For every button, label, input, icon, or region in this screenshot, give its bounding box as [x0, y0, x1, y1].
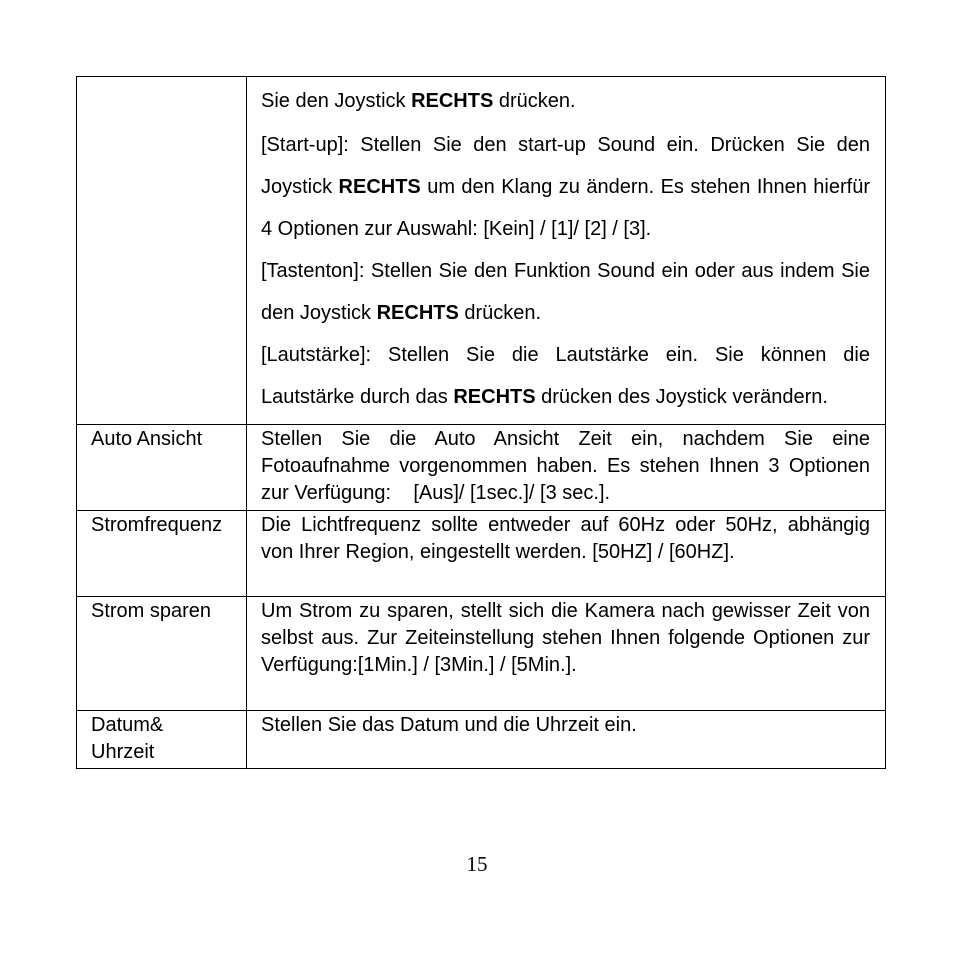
text: drücken des Joystick verändern. [535, 386, 828, 408]
table-row-datum-uhrzeit [77, 711, 886, 769]
paragraph-startup [261, 124, 870, 250]
row-description: Um Strom zu sparen, stellt sich die Kamera nach gewisser Zeit von selbst aus. Zur Zeiteinstellung stehen Ihnen folgende Optionen zur Verfügung:[1Min.] / [3Min.] / [5Min.]. [247, 597, 886, 711]
text: drücken. [458, 302, 542, 324]
paragraph-joystick-right [261, 84, 870, 118]
row-label: Stromfrequenz [77, 511, 247, 597]
paragraph-tastenton [261, 250, 870, 334]
text: um den Klang zu ändern. Es stehen Ihnen hierfür 4 Optionen zur Auswahl: [Kein] / [1]/ [2] / [3]. [261, 176, 870, 240]
text: [Lautstärke]: Stellen Sie die Lautstärke ein. Sie können die Lautstärke durch das [261, 344, 870, 408]
settings-table [76, 76, 886, 769]
bold-keyword: RECHTS [411, 90, 494, 112]
text: [Start-up]: Stellen Sie den start-up Sound ein. Drücken Sie den Joystick [261, 134, 870, 198]
row-description: Stellen Sie das Datum und die Uhrzeit ein. [247, 711, 886, 769]
bold-keyword: RECHTS [453, 386, 536, 408]
continuation-description-cell [247, 77, 886, 425]
text: Sie den Joystick [261, 90, 412, 112]
text: drücken. [493, 90, 576, 112]
text: [Tastenton]: Stellen Sie den Funktion Sound ein oder aus indem Sie den Joystick [261, 260, 870, 324]
row-description: Stellen Sie die Auto Ansicht Zeit ein, nachdem Sie eine Fotoaufnahme vorgenommen haben. Es stehen Ihnen 3 Optionen zur Verfügung: [Aus]/ [1sec.]/ [3 sec.]. [247, 425, 886, 511]
paragraph-lautstaerke [261, 334, 870, 418]
table-row-continuation [77, 77, 886, 425]
page-number: 15 [466, 852, 488, 876]
table-row-stromfrequenz [77, 511, 886, 597]
row-label: Auto Ansicht [77, 425, 247, 511]
table-row-strom-sparen [77, 597, 886, 711]
table-row-auto-ansicht [77, 425, 886, 511]
empty-label-cell [77, 77, 247, 425]
row-label: Strom sparen [77, 597, 247, 711]
bold-keyword: RECHTS [376, 302, 459, 324]
bold-keyword: RECHTS [338, 176, 421, 198]
row-description: Die Lichtfrequenz sollte entweder auf 60Hz oder 50Hz, abhängig von Ihrer Region, eingestellt werden. [50HZ] / [60HZ]. [247, 511, 886, 597]
row-label: Datum& Uhrzeit [77, 711, 247, 769]
